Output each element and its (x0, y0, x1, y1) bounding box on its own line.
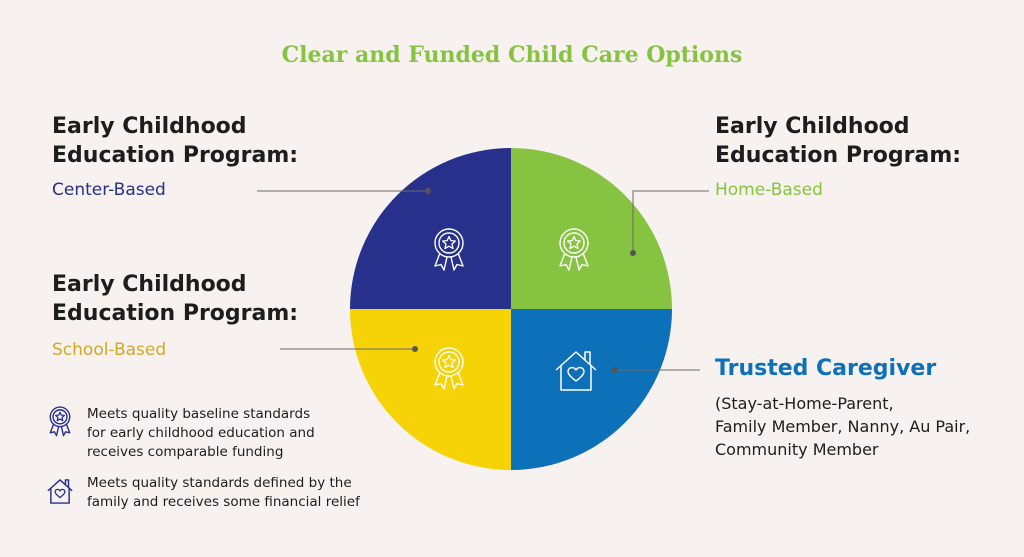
school-based-heading: Early Childhood Education Program: (52, 272, 299, 326)
trusted-caregiver-description: (Stay-at-Home-Parent, Family Member, Nanny, Au Pair, Community Member (715, 394, 971, 459)
center-based-label: Center-Based (52, 180, 166, 200)
school-based-label: School-Based (52, 340, 167, 360)
legend-text: Meets quality standards defined by the family and receives some financial relief (87, 475, 360, 510)
home-based-label: Home-Based (715, 180, 823, 200)
home-based-heading: Early Childhood Education Program: (715, 114, 962, 168)
page-title: Clear and Funded Child Care Options (281, 42, 743, 68)
legend-text: Meets quality baseline standards for early childhood education and receives comparable funding (87, 406, 315, 460)
quadrant-center-based (350, 148, 511, 309)
trusted-caregiver-label: Trusted Caregiver (715, 356, 937, 381)
quadrant-home-based (511, 148, 672, 309)
house-heart-icon (46, 478, 74, 505)
award-badge-icon (46, 405, 74, 437)
center-based-heading: Early Childhood Education Program: (52, 114, 299, 168)
